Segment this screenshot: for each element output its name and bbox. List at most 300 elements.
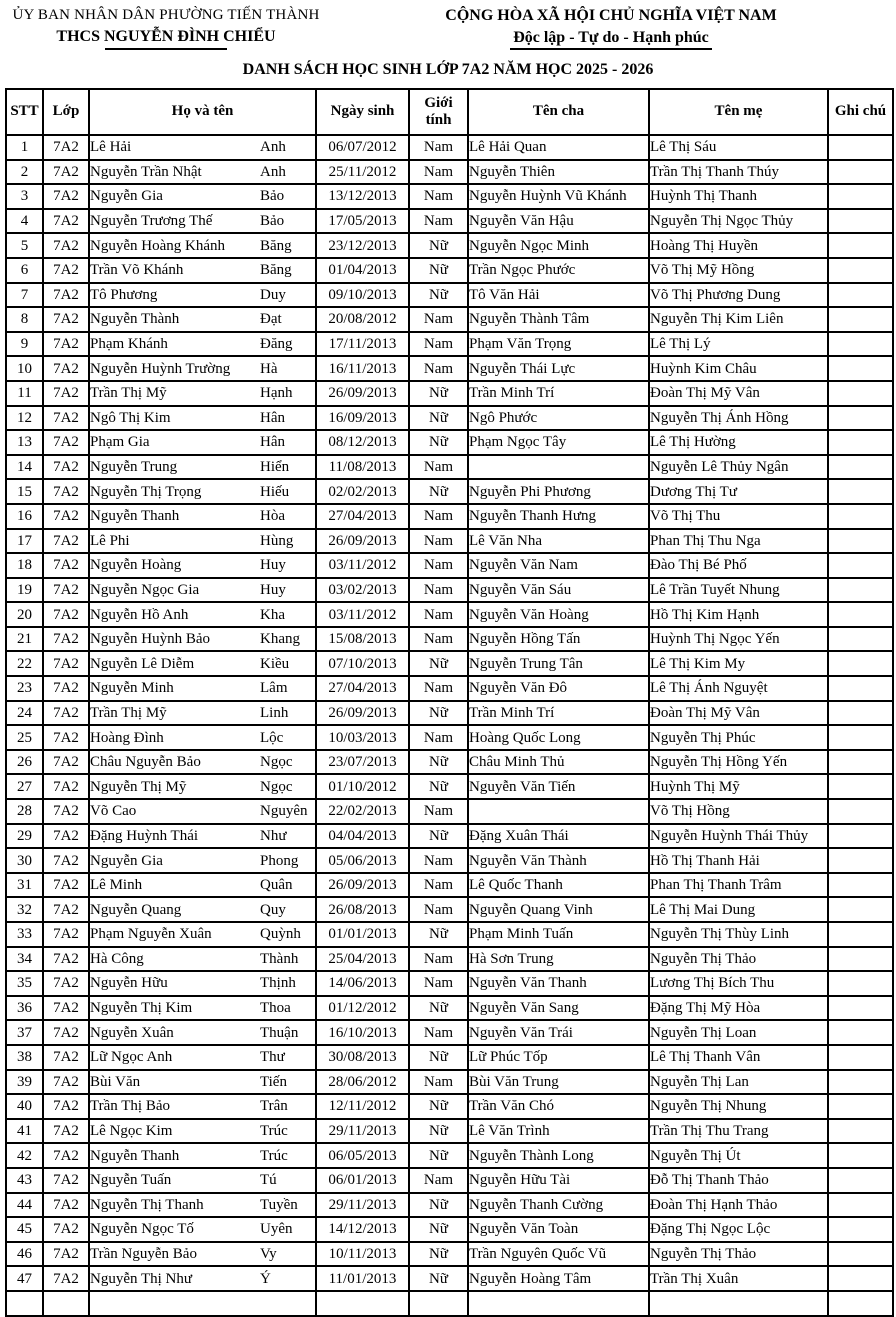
cell-class: 7A2 bbox=[43, 430, 89, 455]
cell-dob: 03/11/2012 bbox=[316, 602, 409, 627]
cell-stt: 46 bbox=[6, 1242, 43, 1267]
cell-mother: Hồ Thị Kim Hạnh bbox=[649, 602, 828, 627]
cell-gender: Nữ bbox=[409, 774, 468, 799]
cell-gender: Nam bbox=[409, 356, 468, 381]
cell-note bbox=[828, 676, 893, 701]
cell-note bbox=[828, 455, 893, 480]
cell-father: Nguyễn Văn Nam bbox=[468, 553, 649, 578]
cell-family-name: Lữ Ngọc Anh bbox=[90, 1049, 173, 1066]
cell-fullname bbox=[89, 1266, 316, 1291]
cell-gender: Nam bbox=[409, 332, 468, 357]
cell-note bbox=[828, 1094, 893, 1119]
cell-gender: Nữ bbox=[409, 258, 468, 283]
cell-gender: Nam bbox=[409, 971, 468, 996]
cell-fullname bbox=[89, 1094, 316, 1119]
table-row bbox=[6, 947, 893, 972]
cell-father: Nguyễn Văn Đô bbox=[468, 676, 649, 701]
cell-note bbox=[828, 406, 893, 431]
cell-dob: 26/09/2013 bbox=[316, 701, 409, 726]
cell-given-name: Uyên bbox=[260, 1221, 293, 1238]
cell-gender: Nam bbox=[409, 676, 468, 701]
national-motto-line2: Độc lập - Tự do - Hạnh phúc bbox=[510, 29, 712, 50]
cell-stt: 29 bbox=[6, 824, 43, 849]
table-row bbox=[6, 1291, 893, 1316]
national-motto-block bbox=[435, 7, 787, 50]
cell-dob: 23/07/2013 bbox=[316, 750, 409, 775]
cell-dob: 09/10/2013 bbox=[316, 283, 409, 308]
col-header-class: Lớp bbox=[43, 89, 89, 135]
cell-fullname bbox=[89, 233, 316, 258]
cell-class: 7A2 bbox=[43, 1020, 89, 1045]
cell-note bbox=[828, 848, 893, 873]
cell-father: Trần Văn Chó bbox=[468, 1094, 649, 1119]
cell-fullname bbox=[89, 799, 316, 824]
cell-given-name: Lâm bbox=[260, 680, 288, 697]
cell-dob: 06/01/2013 bbox=[316, 1168, 409, 1193]
cell-note bbox=[828, 602, 893, 627]
cell-mother: Nguyễn Thị Phúc bbox=[649, 725, 828, 750]
cell-given-name: Tú bbox=[260, 1172, 277, 1189]
cell-given-name: Băng bbox=[260, 237, 292, 254]
cell-fullname bbox=[89, 1168, 316, 1193]
cell-note bbox=[828, 1242, 893, 1267]
cell-note bbox=[828, 922, 893, 947]
cell-dob: 14/06/2013 bbox=[316, 971, 409, 996]
cell-dob: 01/01/2013 bbox=[316, 922, 409, 947]
cell-given-name: Thư bbox=[260, 1049, 285, 1066]
cell-stt: 27 bbox=[6, 774, 43, 799]
cell-gender: Nam bbox=[409, 799, 468, 824]
cell-dob: 07/10/2013 bbox=[316, 651, 409, 676]
cell-family-name: Trần Võ Khánh bbox=[90, 262, 184, 279]
cell-father: Lê Quốc Thanh bbox=[468, 873, 649, 898]
cell-note bbox=[828, 873, 893, 898]
cell-given-name: Trân bbox=[260, 1098, 288, 1115]
cell-fullname bbox=[89, 676, 316, 701]
cell-class: 7A2 bbox=[43, 725, 89, 750]
cell-class: 7A2 bbox=[43, 529, 89, 554]
cell-dob: 26/09/2013 bbox=[316, 873, 409, 898]
cell-stt: 6 bbox=[6, 258, 43, 283]
cell-dob: 25/11/2012 bbox=[316, 160, 409, 185]
cell-stt: 34 bbox=[6, 947, 43, 972]
student-table bbox=[5, 88, 894, 1317]
cell-father: Nguyễn Văn Trái bbox=[468, 1020, 649, 1045]
table-row bbox=[6, 553, 893, 578]
cell-dob: 06/05/2013 bbox=[316, 1143, 409, 1168]
cell-class: 7A2 bbox=[43, 332, 89, 357]
cell-given-name: Huy bbox=[260, 581, 286, 598]
cell-gender: Nam bbox=[409, 725, 468, 750]
cell-mother: Trần Thị Xuân bbox=[649, 1266, 828, 1291]
cell-given-name: Thành bbox=[260, 950, 299, 967]
cell-note bbox=[828, 258, 893, 283]
cell-gender: Nam bbox=[409, 602, 468, 627]
cell-mother: Huỳnh Thị Thanh bbox=[649, 184, 828, 209]
cell-given-name: Thuận bbox=[260, 1024, 299, 1041]
cell-gender: Nam bbox=[409, 578, 468, 603]
table-row bbox=[6, 873, 893, 898]
cell-given-name: Ngọc bbox=[260, 778, 293, 795]
cell-gender: Nam bbox=[409, 553, 468, 578]
cell-note bbox=[828, 529, 893, 554]
cell-mother: Lê Thị Ánh Nguyệt bbox=[649, 676, 828, 701]
cell-family-name: Nguyễn Trương Thế bbox=[90, 213, 213, 230]
cell-family-name: Nguyễn Thị Mỹ bbox=[90, 778, 187, 795]
cell-father bbox=[468, 455, 649, 480]
cell-fullname bbox=[89, 848, 316, 873]
cell-family-name: Lê Minh bbox=[90, 877, 143, 894]
cell-stt: 26 bbox=[6, 750, 43, 775]
cell-gender: Nam bbox=[409, 627, 468, 652]
cell-class: 7A2 bbox=[43, 750, 89, 775]
cell-father: Nguyễn Ngọc Minh bbox=[468, 233, 649, 258]
cell-mother: Nguyễn Thị Ngọc Thủy bbox=[649, 209, 828, 234]
cell-gender: Nam bbox=[409, 504, 468, 529]
cell-fullname bbox=[89, 1070, 316, 1095]
cell-class: 7A2 bbox=[43, 160, 89, 185]
cell-mother: Đoàn Thị Mỹ Vân bbox=[649, 701, 828, 726]
cell-family-name: Nguyễn Hoàng bbox=[90, 557, 182, 574]
cell-gender bbox=[409, 1291, 468, 1316]
table-row bbox=[6, 602, 893, 627]
cell-given-name: Khang bbox=[260, 631, 300, 648]
cell-gender: Nữ bbox=[409, 651, 468, 676]
cell-father: Nguyễn Thành Long bbox=[468, 1143, 649, 1168]
cell-dob: 08/12/2013 bbox=[316, 430, 409, 455]
cell-class: 7A2 bbox=[43, 1070, 89, 1095]
cell-given-name: Duy bbox=[260, 286, 286, 303]
cell-mother: Huỳnh Thị Ngọc Yến bbox=[649, 627, 828, 652]
cell-father: Nguyễn Quang Vinh bbox=[468, 897, 649, 922]
cell-mother: Lê Thị Lý bbox=[649, 332, 828, 357]
cell-given-name: Quân bbox=[260, 877, 293, 894]
table-row bbox=[6, 1168, 893, 1193]
cell-note bbox=[828, 701, 893, 726]
table-row bbox=[6, 529, 893, 554]
cell-dob: 16/09/2013 bbox=[316, 406, 409, 431]
col-header-dob: Ngày sinh bbox=[316, 89, 409, 135]
cell-class: 7A2 bbox=[43, 1266, 89, 1291]
cell-fullname bbox=[89, 381, 316, 406]
student-table-header bbox=[6, 89, 893, 135]
cell-fullname bbox=[89, 947, 316, 972]
table-row bbox=[6, 971, 893, 996]
cell-father: Nguyễn Văn Tiến bbox=[468, 774, 649, 799]
cell-class: 7A2 bbox=[43, 971, 89, 996]
cell-mother: Phan Thị Thanh Trâm bbox=[649, 873, 828, 898]
cell-mother: Nguyễn Thị Loan bbox=[649, 1020, 828, 1045]
cell-family-name: Nguyễn Quang bbox=[90, 901, 182, 918]
table-row bbox=[6, 1217, 893, 1242]
national-motto-line1: CỘNG HÒA XÃ HỘI CHỦ NGHĨA VIỆT NAM bbox=[445, 7, 777, 24]
cell-class: 7A2 bbox=[43, 1168, 89, 1193]
col-header-fullname: Họ và tên bbox=[89, 89, 316, 135]
cell-mother: Đặng Thị Ngọc Lộc bbox=[649, 1217, 828, 1242]
cell-mother: Nguyễn Thị Hồng Yến bbox=[649, 750, 828, 775]
cell-family-name: Nguyễn Ngọc Tố bbox=[90, 1221, 194, 1238]
cell-gender: Nam bbox=[409, 160, 468, 185]
cell-family-name: Lê Ngọc Kim bbox=[90, 1123, 173, 1140]
cell-stt: 30 bbox=[6, 848, 43, 873]
cell-stt: 45 bbox=[6, 1217, 43, 1242]
cell-fullname bbox=[89, 897, 316, 922]
cell-father: Lữ Phúc Tốp bbox=[468, 1045, 649, 1070]
table-row bbox=[6, 430, 893, 455]
cell-class: 7A2 bbox=[43, 996, 89, 1021]
cell-given-name: Đạt bbox=[260, 311, 282, 328]
cell-fullname bbox=[89, 627, 316, 652]
cell-given-name: Hân bbox=[260, 409, 285, 426]
cell-gender: Nam bbox=[409, 1070, 468, 1095]
cell-dob: 30/08/2013 bbox=[316, 1045, 409, 1070]
cell-class: 7A2 bbox=[43, 406, 89, 431]
cell-dob: 17/11/2013 bbox=[316, 332, 409, 357]
cell-fullname bbox=[89, 356, 316, 381]
table-row bbox=[6, 233, 893, 258]
cell-gender: Nữ bbox=[409, 1242, 468, 1267]
cell-class: 7A2 bbox=[43, 258, 89, 283]
table-row bbox=[6, 627, 893, 652]
table-row bbox=[6, 1020, 893, 1045]
cell-mother: Trần Thị Thu Trang bbox=[649, 1119, 828, 1144]
cell-fullname bbox=[89, 406, 316, 431]
cell-stt: 36 bbox=[6, 996, 43, 1021]
cell-stt: 10 bbox=[6, 356, 43, 381]
cell-class: 7A2 bbox=[43, 774, 89, 799]
cell-stt: 17 bbox=[6, 529, 43, 554]
cell-fullname bbox=[89, 701, 316, 726]
cell-father: Trần Nguyên Quốc Vũ bbox=[468, 1242, 649, 1267]
cell-class: 7A2 bbox=[43, 184, 89, 209]
col-header-note: Ghi chú bbox=[828, 89, 893, 135]
cell-dob: 06/07/2012 bbox=[316, 135, 409, 160]
cell-class: 7A2 bbox=[43, 676, 89, 701]
cell-father: Nguyễn Văn Hậu bbox=[468, 209, 649, 234]
cell-stt bbox=[6, 1291, 43, 1316]
cell-fullname bbox=[89, 455, 316, 480]
cell-dob: 01/10/2012 bbox=[316, 774, 409, 799]
table-row bbox=[6, 1193, 893, 1218]
cell-stt: 38 bbox=[6, 1045, 43, 1070]
cell-class: 7A2 bbox=[43, 381, 89, 406]
table-row bbox=[6, 406, 893, 431]
cell-father: Nguyễn Thanh Hưng bbox=[468, 504, 649, 529]
cell-mother: Lê Thị Thanh Vân bbox=[649, 1045, 828, 1070]
table-row bbox=[6, 1242, 893, 1267]
cell-family-name: Nguyễn Thành bbox=[90, 311, 180, 328]
cell-fullname bbox=[89, 332, 316, 357]
org-unit-underline bbox=[105, 48, 227, 50]
cell-father: Nguyễn Văn Thanh bbox=[468, 971, 649, 996]
cell-stt: 42 bbox=[6, 1143, 43, 1168]
cell-note bbox=[828, 947, 893, 972]
cell-stt: 32 bbox=[6, 897, 43, 922]
cell-father: Nguyễn Văn Sáu bbox=[468, 578, 649, 603]
cell-fullname bbox=[89, 996, 316, 1021]
table-row bbox=[6, 1266, 893, 1291]
cell-note bbox=[828, 725, 893, 750]
cell-stt: 3 bbox=[6, 184, 43, 209]
cell-fullname bbox=[89, 430, 316, 455]
cell-note bbox=[828, 897, 893, 922]
cell-stt: 14 bbox=[6, 455, 43, 480]
cell-fullname bbox=[89, 479, 316, 504]
cell-gender: Nam bbox=[409, 873, 468, 898]
cell-fullname bbox=[89, 1242, 316, 1267]
cell-father: Trần Minh Trí bbox=[468, 381, 649, 406]
cell-given-name: Hiếu bbox=[260, 483, 290, 500]
cell-dob bbox=[316, 1291, 409, 1316]
cell-given-name: Như bbox=[260, 827, 287, 844]
cell-fullname bbox=[89, 602, 316, 627]
cell-fullname bbox=[89, 873, 316, 898]
cell-family-name: Đặng Huỳnh Thái bbox=[90, 827, 199, 844]
cell-gender: Nữ bbox=[409, 1119, 468, 1144]
cell-fullname bbox=[89, 1143, 316, 1168]
cell-father bbox=[468, 799, 649, 824]
cell-mother: Phan Thị Thu Nga bbox=[649, 529, 828, 554]
cell-given-name: Vy bbox=[260, 1246, 277, 1263]
cell-father: Nguyễn Thành Tâm bbox=[468, 307, 649, 332]
cell-mother: Nguyễn Thị Út bbox=[649, 1143, 828, 1168]
cell-stt: 18 bbox=[6, 553, 43, 578]
cell-gender: Nữ bbox=[409, 996, 468, 1021]
cell-fullname bbox=[89, 160, 316, 185]
cell-father: Nguyễn Hoàng Tâm bbox=[468, 1266, 649, 1291]
cell-given-name: Nguyên bbox=[260, 803, 308, 820]
table-row bbox=[6, 283, 893, 308]
cell-father: Hoàng Quốc Long bbox=[468, 725, 649, 750]
cell-dob: 05/06/2013 bbox=[316, 848, 409, 873]
cell-father: Nguyễn Hữu Tài bbox=[468, 1168, 649, 1193]
cell-note bbox=[828, 1070, 893, 1095]
cell-gender: Nữ bbox=[409, 1045, 468, 1070]
cell-father: Nguyễn Huỳnh Vũ Khánh bbox=[468, 184, 649, 209]
cell-family-name: Nguyễn Thị Kim bbox=[90, 1000, 193, 1017]
cell-mother: Huỳnh Thị Mỹ bbox=[649, 774, 828, 799]
cell-fullname bbox=[89, 750, 316, 775]
cell-note bbox=[828, 1119, 893, 1144]
cell-gender: Nữ bbox=[409, 1266, 468, 1291]
cell-mother: Nguyễn Thị Ánh Hồng bbox=[649, 406, 828, 431]
cell-father: Nguyễn Trung Tân bbox=[468, 651, 649, 676]
cell-family-name: Trần Thị Mỹ bbox=[90, 385, 167, 402]
cell-family-name: Trần Thị Bảo bbox=[90, 1098, 171, 1115]
cell-given-name: Trúc bbox=[260, 1147, 288, 1164]
cell-father: Nguyễn Văn Hoàng bbox=[468, 602, 649, 627]
cell-gender: Nữ bbox=[409, 824, 468, 849]
cell-mother: Nguyễn Thị Lan bbox=[649, 1070, 828, 1095]
table-row bbox=[6, 578, 893, 603]
cell-dob: 01/12/2012 bbox=[316, 996, 409, 1021]
cell-stt: 22 bbox=[6, 651, 43, 676]
cell-dob: 03/02/2013 bbox=[316, 578, 409, 603]
cell-stt: 28 bbox=[6, 799, 43, 824]
cell-gender: Nam bbox=[409, 209, 468, 234]
cell-father: Lê Văn Nha bbox=[468, 529, 649, 554]
cell-mother: Đoàn Thị Mỹ Vân bbox=[649, 381, 828, 406]
cell-family-name: Châu Nguyễn Bảo bbox=[90, 754, 201, 771]
cell-note bbox=[828, 996, 893, 1021]
cell-stt: 35 bbox=[6, 971, 43, 996]
cell-mother: Hồ Thị Thanh Hải bbox=[649, 848, 828, 873]
cell-given-name: Ý bbox=[260, 1270, 271, 1287]
cell-gender: Nữ bbox=[409, 233, 468, 258]
cell-note bbox=[828, 381, 893, 406]
table-row bbox=[6, 1070, 893, 1095]
cell-note bbox=[828, 1291, 893, 1316]
cell-family-name: Trần Nguyễn Bảo bbox=[90, 1246, 197, 1263]
cell-stt: 25 bbox=[6, 725, 43, 750]
cell-note bbox=[828, 160, 893, 185]
table-row bbox=[6, 504, 893, 529]
cell-class: 7A2 bbox=[43, 1094, 89, 1119]
cell-mother: Võ Thị Hồng bbox=[649, 799, 828, 824]
cell-class: 7A2 bbox=[43, 283, 89, 308]
cell-gender: Nữ bbox=[409, 1193, 468, 1218]
table-row bbox=[6, 160, 893, 185]
cell-note bbox=[828, 430, 893, 455]
table-row bbox=[6, 651, 893, 676]
cell-mother: Lê Thị Kim My bbox=[649, 651, 828, 676]
cell-mother: Đào Thị Bé Phố bbox=[649, 553, 828, 578]
table-row bbox=[6, 135, 893, 160]
cell-class: 7A2 bbox=[43, 307, 89, 332]
student-table-body bbox=[6, 135, 893, 1316]
cell-fullname bbox=[89, 1119, 316, 1144]
cell-given-name: Hạnh bbox=[260, 385, 293, 402]
cell-mother bbox=[649, 1291, 828, 1316]
cell-stt: 37 bbox=[6, 1020, 43, 1045]
table-row bbox=[6, 1094, 893, 1119]
cell-note bbox=[828, 135, 893, 160]
table-row bbox=[6, 332, 893, 357]
cell-given-name: Thoa bbox=[260, 1000, 291, 1017]
cell-father: Tô Văn Hải bbox=[468, 283, 649, 308]
table-row bbox=[6, 750, 893, 775]
cell-family-name: Lê Phi bbox=[90, 532, 130, 549]
cell-note bbox=[828, 332, 893, 357]
cell-dob: 10/03/2013 bbox=[316, 725, 409, 750]
cell-fullname bbox=[89, 1193, 316, 1218]
cell-given-name: Huy bbox=[260, 557, 286, 574]
cell-mother: Võ Thị Mỹ Hồng bbox=[649, 258, 828, 283]
cell-dob: 10/11/2013 bbox=[316, 1242, 409, 1267]
cell-dob: 27/04/2013 bbox=[316, 676, 409, 701]
table-row bbox=[6, 184, 893, 209]
cell-note bbox=[828, 1045, 893, 1070]
col-header-mother: Tên mẹ bbox=[649, 89, 828, 135]
cell-gender: Nam bbox=[409, 529, 468, 554]
cell-mother: Lê Thị Hường bbox=[649, 430, 828, 455]
cell-note bbox=[828, 799, 893, 824]
document-header bbox=[0, 0, 896, 50]
cell-class: 7A2 bbox=[43, 1242, 89, 1267]
cell-note bbox=[828, 1193, 893, 1218]
table-row bbox=[6, 1045, 893, 1070]
cell-given-name: Kha bbox=[260, 606, 285, 623]
cell-father: Nguyễn Thiên bbox=[468, 160, 649, 185]
cell-fullname bbox=[89, 135, 316, 160]
cell-note bbox=[828, 356, 893, 381]
cell-family-name: Nguyễn Hữu bbox=[90, 975, 168, 992]
cell-dob: 29/11/2013 bbox=[316, 1193, 409, 1218]
cell-dob: 13/12/2013 bbox=[316, 184, 409, 209]
cell-dob: 03/11/2012 bbox=[316, 553, 409, 578]
cell-fullname bbox=[89, 283, 316, 308]
cell-father: Phạm Ngọc Tây bbox=[468, 430, 649, 455]
